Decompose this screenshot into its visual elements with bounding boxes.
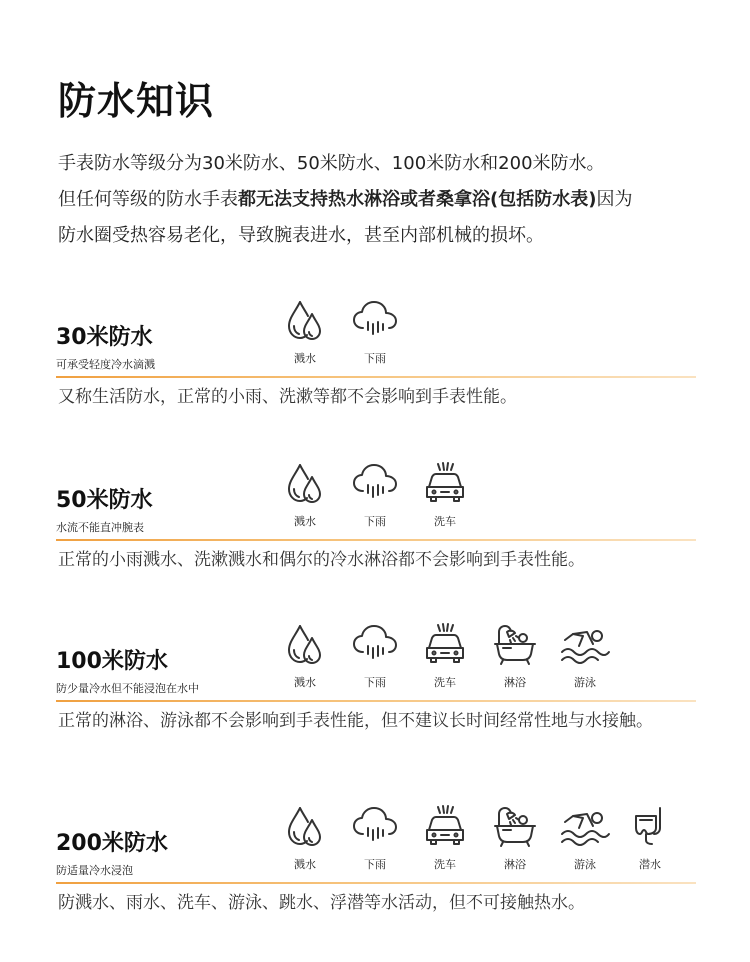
activity-item	[340, 298, 410, 366]
level-description: 防溅水、雨水、洗车、游泳、跳水、浮潜等水活动，但不可接触热水。	[58, 893, 585, 913]
level-subtitle: 防适量冷水浸泡	[56, 864, 133, 877]
activity-item	[615, 804, 685, 872]
level-title: 100米防水	[56, 649, 168, 674]
water-drops-icon	[270, 622, 340, 666]
activity-label: 下雨	[364, 858, 386, 871]
activity-label: 下雨	[364, 515, 386, 528]
intro-line-3: 防水圈受热容易老化，导致腕表进水，甚至内部机械的损坏。	[58, 225, 544, 246]
swimmer-icon	[550, 804, 620, 848]
activity-item	[410, 804, 480, 872]
shower-bath-icon	[480, 622, 550, 666]
activity-label: 溅水	[294, 858, 316, 871]
activity-label: 淋浴	[504, 858, 526, 871]
activity-item	[340, 461, 410, 529]
activity-item	[270, 804, 340, 872]
intro-line-1: 手表防水等级分为30米防水、50米防水、100米防水和200米防水。	[58, 153, 605, 174]
swimmer-icon	[550, 622, 620, 666]
car-wash-icon	[410, 622, 480, 666]
divider	[56, 376, 696, 378]
level-title: 200米防水	[56, 831, 168, 856]
activity-item	[270, 622, 340, 690]
activity-label: 游泳	[574, 858, 596, 871]
activity-label: 下雨	[364, 676, 386, 689]
level-description: 正常的小雨溅水、洗漱溅水和偶尔的冷水淋浴都不会影响到手表性能。	[58, 550, 585, 570]
rain-cloud-icon	[340, 804, 410, 848]
level-title: 30米防水	[56, 325, 153, 350]
level-subtitle: 防少量冷水但不能浸泡在水中	[56, 682, 199, 695]
activity-item	[550, 622, 620, 690]
shower-bath-icon	[480, 804, 550, 848]
activity-item	[340, 622, 410, 690]
activity-item	[410, 622, 480, 690]
level-title: 50米防水	[56, 488, 153, 513]
activity-label: 下雨	[364, 352, 386, 365]
water-drops-icon	[270, 461, 340, 505]
activity-label: 洗车	[434, 858, 456, 871]
activity-label: 淋浴	[504, 676, 526, 689]
level-description: 正常的淋浴、游泳都不会影响到手表性能，但不建议长时间经常性地与水接触。	[58, 711, 653, 731]
activity-label: 潜水	[639, 858, 661, 871]
activity-label: 洗车	[434, 515, 456, 528]
activity-item	[480, 622, 550, 690]
diving-mask-icon	[615, 804, 685, 848]
intro-line-2-suffix: 因为	[596, 189, 633, 210]
divider	[56, 539, 696, 541]
car-wash-icon	[410, 461, 480, 505]
activity-item	[340, 804, 410, 872]
intro-line-2	[58, 182, 718, 218]
rain-cloud-icon	[340, 461, 410, 505]
divider	[56, 700, 696, 702]
page-title: 防水知识	[58, 79, 215, 123]
intro-paragraph	[58, 146, 718, 254]
rain-cloud-icon	[340, 298, 410, 342]
activity-item	[270, 461, 340, 529]
activity-item	[410, 461, 480, 529]
level-subtitle: 水流不能直冲腕表	[56, 521, 144, 534]
water-drops-icon	[270, 298, 340, 342]
water-drops-icon	[270, 804, 340, 848]
intro-line-2-prefix: 但任何等级的防水手表	[58, 189, 238, 210]
activity-label: 溅水	[294, 352, 316, 365]
activity-label: 洗车	[434, 676, 456, 689]
activity-label: 溅水	[294, 515, 316, 528]
car-wash-icon	[410, 804, 480, 848]
activity-item	[550, 804, 620, 872]
activity-label: 游泳	[574, 676, 596, 689]
activity-label: 溅水	[294, 676, 316, 689]
level-description: 又称生活防水，正常的小雨、洗漱等都不会影响到手表性能。	[58, 387, 517, 407]
divider	[56, 882, 696, 884]
activity-item	[270, 298, 340, 366]
rain-cloud-icon	[340, 622, 410, 666]
level-subtitle: 可承受轻度冷水滴溅	[56, 358, 155, 371]
intro-warning-bold: 都无法支持热水淋浴或者桑拿浴(包括防水表)	[238, 189, 597, 210]
activity-item	[480, 804, 550, 872]
